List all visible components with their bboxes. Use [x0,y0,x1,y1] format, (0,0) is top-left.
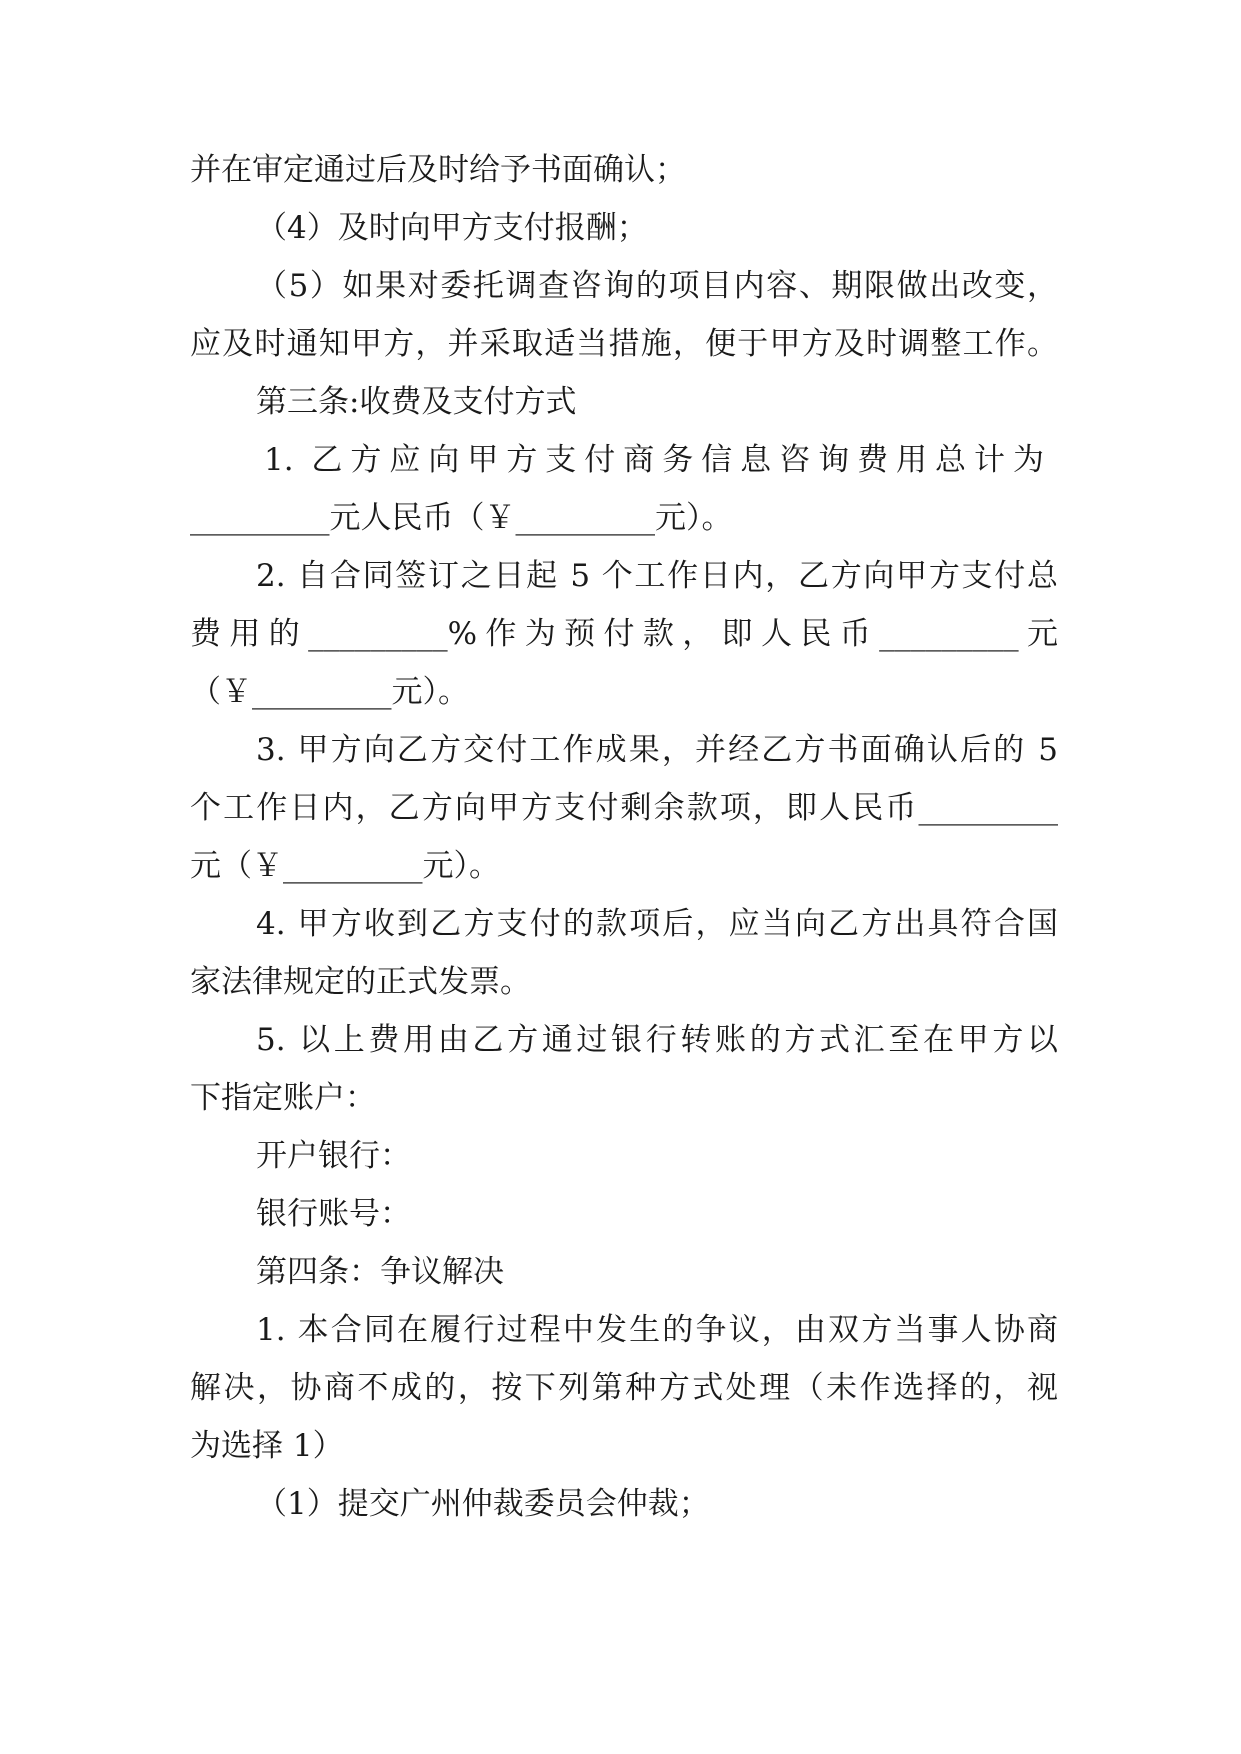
text-line: （4）及时向甲方支付报酬； [256,210,648,246]
text-line: 5. 以上费用由乙方通过银行转账的方式汇至在甲方以 [256,1022,1058,1058]
text-line: 元（￥_________元）。 [190,848,500,884]
bank-name-label: 开户银行： [256,1138,411,1174]
text-line: （￥_________元）。 [190,674,469,710]
text-line: 解决，协商不成的，按下列第种方式处理（未作选择的，视 [190,1370,1058,1406]
text-line: （5）如果对委托调查咨询的项目内容、期限做出改变， [256,268,1058,304]
text-line: （1）提交广州仲裁委员会仲裁； [256,1486,710,1522]
text-line: 费用的_________%作为预付款，即人民币_________元 [190,616,1058,652]
text-line: 1. 乙方应向甲方支付商务信息咨询费用总计为 [264,442,1044,478]
section-heading: 第三条:收费及支付方式 [256,384,577,420]
text-line: 并在审定通过后及时给予书面确认； [190,152,686,188]
section-heading: 第四条：争议解决 [256,1254,504,1290]
text-line: 3. 甲方向乙方交付工作成果，并经乙方书面确认后的 5 [256,732,1058,768]
text-line: 为选择 1） [190,1428,344,1464]
text-line: 4. 甲方收到乙方支付的款项后，应当向乙方出具符合国 [256,906,1058,942]
bank-account-label: 银行账号： [256,1196,411,1232]
text-line: 家法律规定的正式发票。 [190,964,531,1000]
text-line: 个工作日内，乙方向甲方支付剩余款项，即人民币_________ [190,790,1058,826]
text-line: 2. 自合同签订之日起 5 个工作日内，乙方向甲方支付总 [256,558,1058,594]
text-line: 下指定账户： [190,1080,376,1116]
text-line: 1. 本合同在履行过程中发生的争议，由双方当事人协商 [256,1312,1058,1348]
text-line: _________元人民币（￥_________元）。 [190,500,733,536]
text-line: 应及时通知甲方，并采取适当措施，便于甲方及时调整工作。 [190,326,1058,362]
